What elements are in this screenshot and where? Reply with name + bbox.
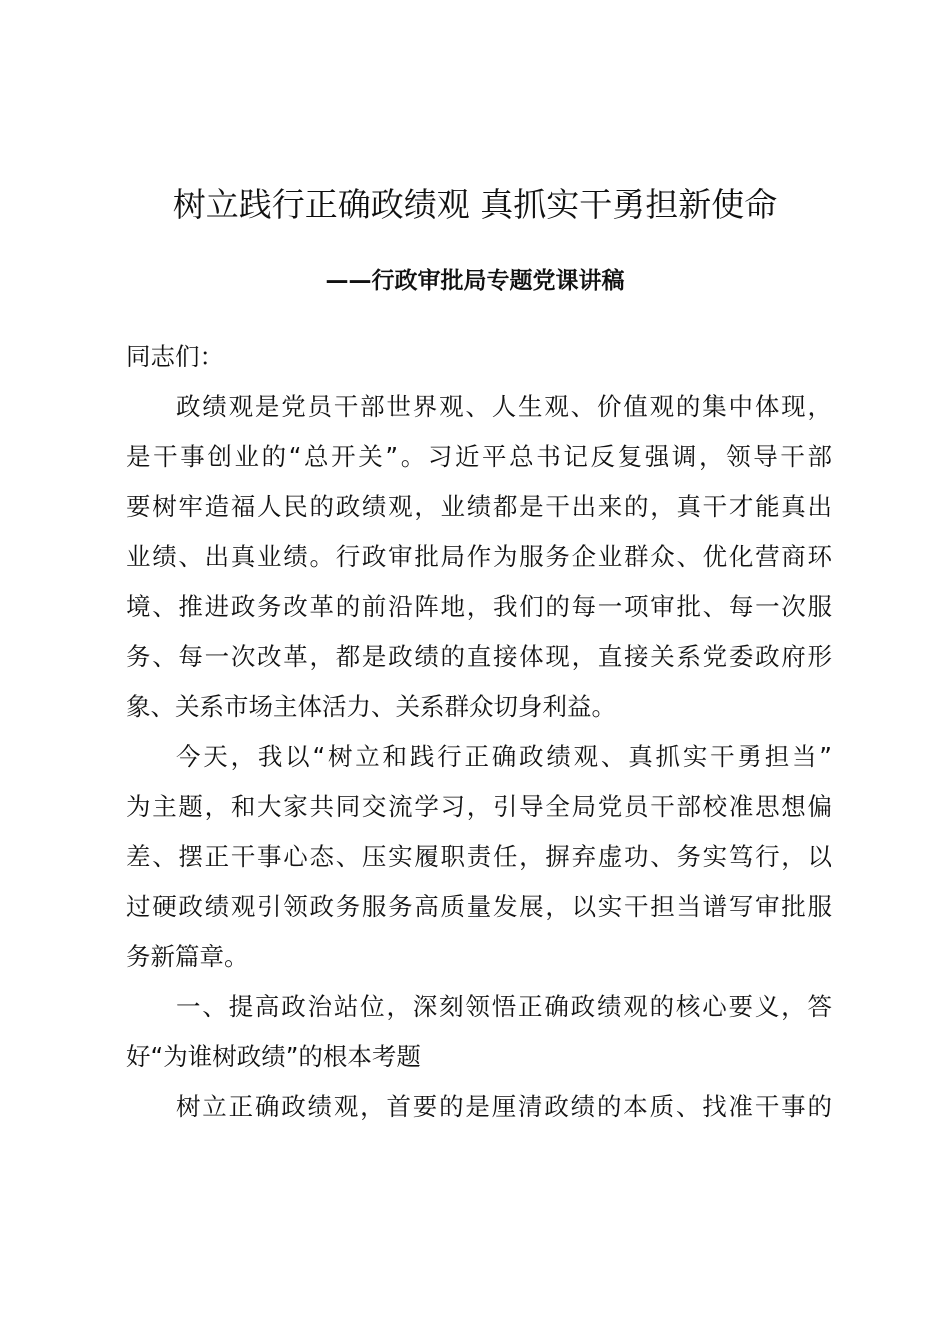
paragraph-line: 树立正确政绩观，首要的是厘清政绩的本质、找准干事的 bbox=[176, 1092, 832, 1121]
paragraph-line: 要树牢造福人民的政绩观，业绩都是干出来的，真干才能真出 bbox=[126, 492, 832, 521]
paragraph-line: 差、摆正干事心态、压实履职责任，摒弃虚功、务实笃行，以 bbox=[126, 842, 832, 871]
document-title: 树立践行正确政绩观 真抓实干勇担新使命 bbox=[172, 185, 778, 224]
paragraph-line: 务新篇章。 bbox=[126, 942, 249, 971]
salutation: 同志们： bbox=[126, 342, 224, 371]
section-heading-line: 好“为谁树政绩”的根本考题 bbox=[126, 1042, 421, 1071]
document-body bbox=[126, 332, 832, 1132]
paragraph-line: 境、推进政务改革的前沿阵地，我们的每一项审批、每一次服 bbox=[126, 592, 832, 621]
paragraph-line: 为主题，和大家共同交流学习，引导全局党员干部校准思想偏 bbox=[126, 792, 832, 821]
paragraph-line: 是干事创业的“总开关”。习近平总书记反复强调，领导干部 bbox=[126, 442, 832, 471]
paragraph-line: 务、每一次改革，都是政绩的直接体现，直接关系党委政府形 bbox=[126, 642, 832, 671]
paragraph-line: 象、关系市场主体活力、关系群众切身利益。 bbox=[126, 692, 616, 721]
paragraph-line: 业绩、出真业绩。行政审批局作为服务企业群众、优化营商环 bbox=[126, 542, 832, 571]
paragraph-line: 政绩观是党员干部世界观、人生观、价值观的集中体现， bbox=[176, 392, 832, 421]
document-subtitle: ——行政审批局专题党课讲稿 bbox=[325, 268, 625, 294]
paragraph-line: 过硬政绩观引领政务服务高质量发展，以实干担当谱写审批服 bbox=[126, 892, 832, 921]
paragraph-line: 今天，我以“树立和践行正确政绩观、真抓实干勇担当” bbox=[176, 742, 832, 771]
section-heading-line: 一、提高政治站位，深刻领悟正确政绩观的核心要义，答 bbox=[176, 992, 832, 1021]
